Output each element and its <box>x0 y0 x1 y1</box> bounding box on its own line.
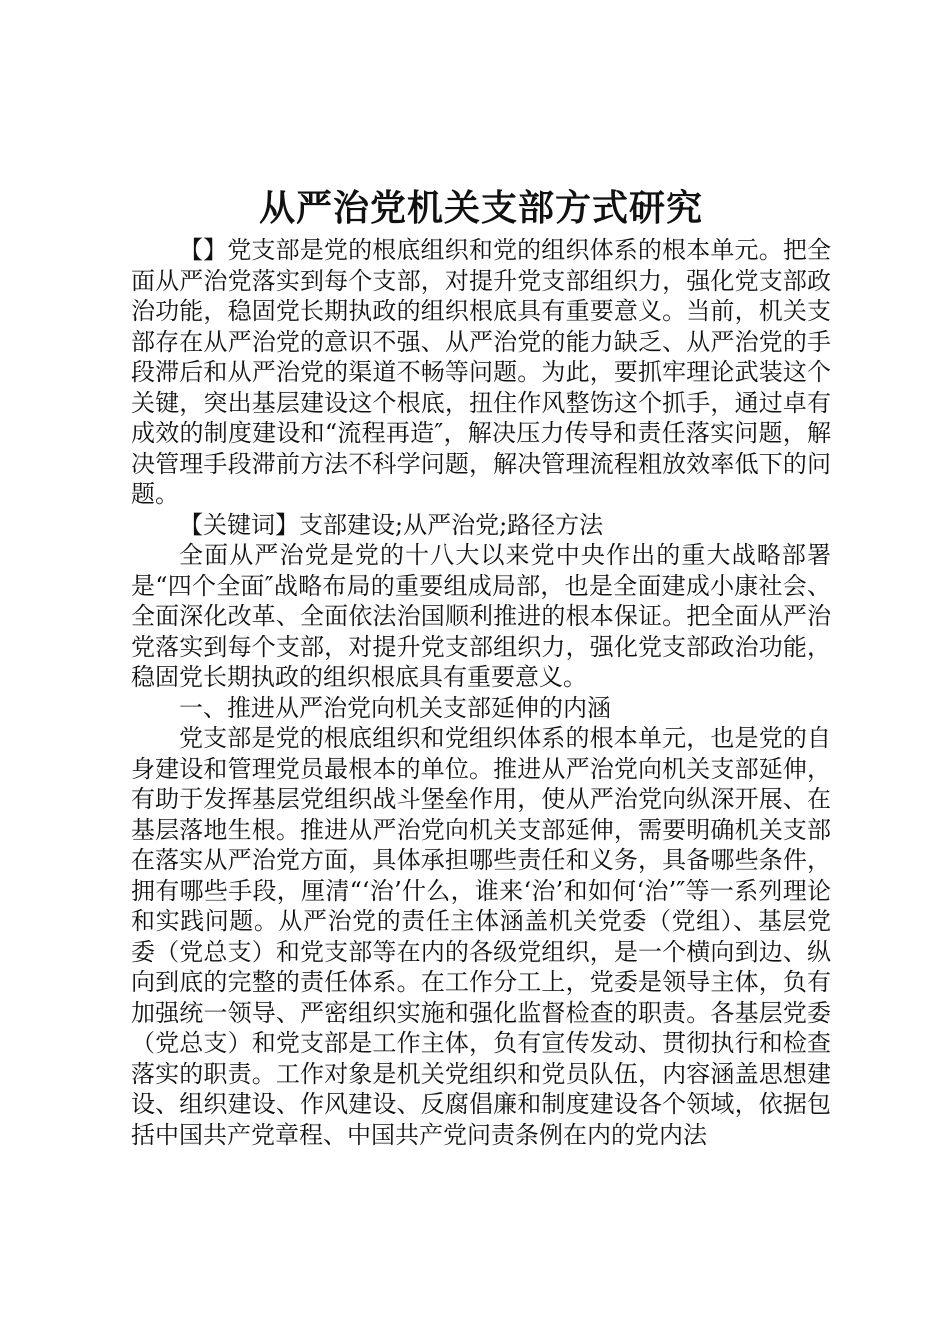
intro-paragraph: 全面从严治党是党的十八大以来党中央作出的重大战略部署是“四个全面″战略布局的重要组成局部，也是全面建成小康社会、全面深化改革、全面依法治国顺利推进的根本保证。把全面从严治党落实到每个支部，对提升党支部组织力，强化党支部政治功能，稳固党长期执政的组织根底具有重要意义。 <box>131 541 831 691</box>
section-heading: 一、推进从严治党向机关支部延伸的内涵 <box>179 693 611 722</box>
document-page <box>131 184 831 1150</box>
document-title: 从严治党机关支部方式研究 <box>258 187 703 229</box>
body-paragraph: 党支部是党的根底组织和党组织体系的根本单元，也是党的自身建设和管理党员最根本的单位。推进从严治党向机关支部延伸，有助于发挥基层党组织战斗堡垒作用，使从严治党向纵深开展、在基层落地生根。推进从严治党向机关支部延伸，需要明确机关支部在落实从严治党方面，具体承担哪些责任和义务，具备哪些条件，拥有哪些手段，厘清“‘治’什么，谁来‘治’和如何‘治’″等一系列理论和实践问题。从严治党的责任主体涵盖机关党委（党组）、基层党委（党总支）和党支部等在内的各级党组织，是一个横向到边、纵向到底的完整的责任体系。在工作分工上，党委是领导主体，负有加强统一领导、严密组织实施和强化监督检查的职责。各基层党委（党总支）和党支部是工作主体，负有宣传发动、贯彻执行和检查落实的职责。工作对象是机关党组织和党员队伍，内容涵盖思想建设、组织建设、作风建设、反腐倡廉和制度建设各个领域，依据包括中国共产党章程、中国共产党问责条例在内的党内法 <box>131 724 831 1149</box>
keywords-paragraph: 【关键词】支部建设;从严治党;路径方法 <box>179 510 604 539</box>
abstract-paragraph: 【】党支部是党的根底组织和党的组织体系的根本单元。把全面从严治党落实到每个支部，对提升党支部组织力，强化党支部政治功能，稳固党长期执政的组织根底具有重要意义。当前，机关支部存在从严治党的意识不强、从严治党的能力缺乏、从严治党的手段滞后和从严治党的渠道不畅等问题。为此，要抓牢理论武装这个关键，突出基层建设这个根底，扭住作风整饬这个抓手，通过卓有成效的制度建设和“流程再造″，解决压力传导和责任落实问题，解决管理手段滞前方法不科学问题，解决管理流程粗放效率低下的问题。 <box>131 236 831 508</box>
